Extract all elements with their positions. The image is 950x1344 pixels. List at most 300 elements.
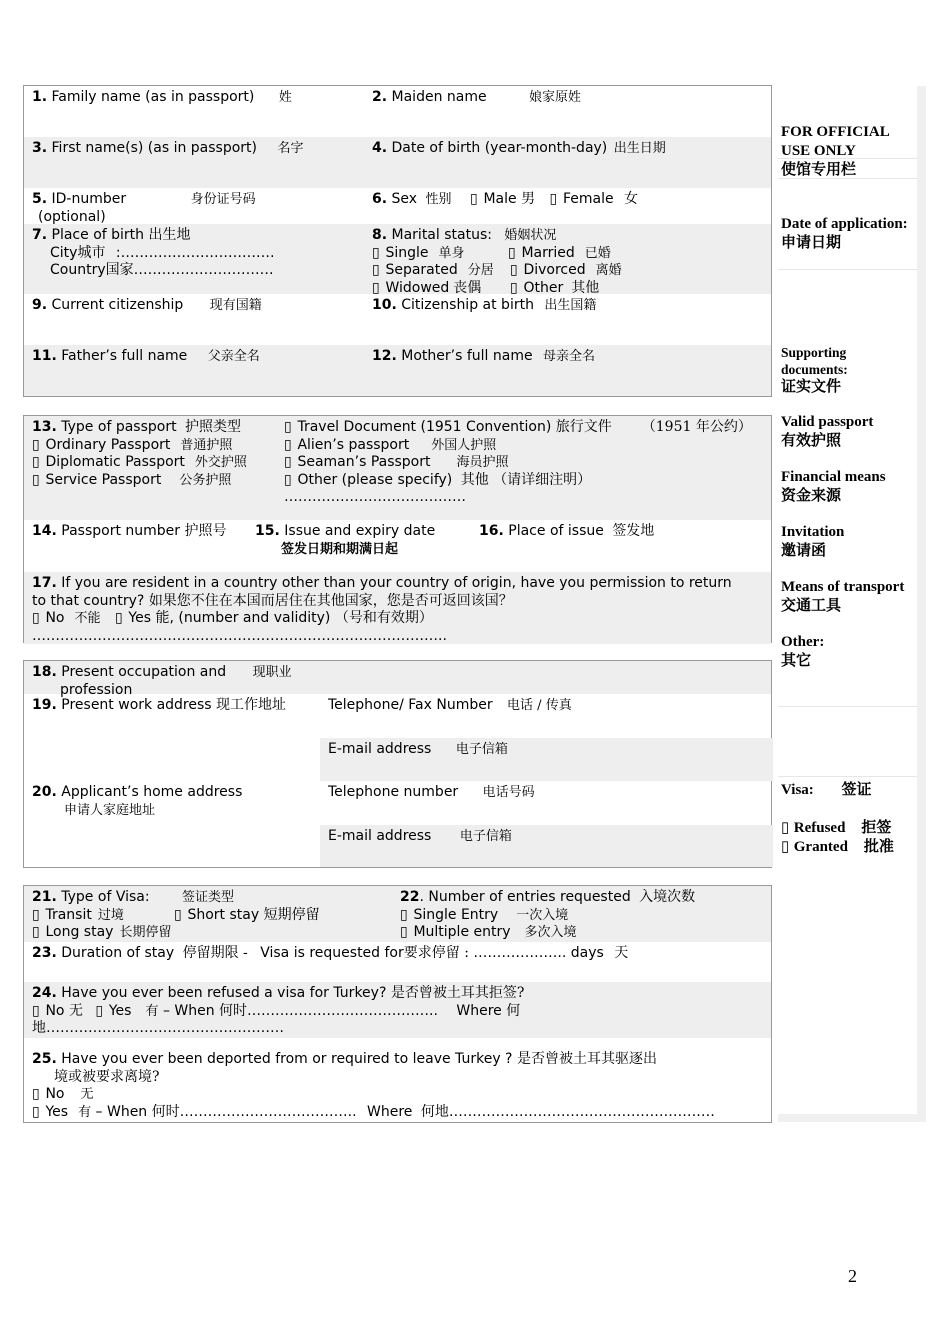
row-6 [24, 345, 771, 396]
q9-number: 9. [32, 297, 48, 313]
service-option[interactable] [32, 472, 231, 488]
service-cn: 公务护照 [179, 472, 232, 488]
q4-label: Date of birth (year-month-day) [391, 140, 608, 156]
widowed-label: Widowed [385, 279, 450, 296]
official-use-inner [778, 86, 917, 1114]
passport-section [23, 415, 772, 643]
other-docs-label: Other: [781, 634, 825, 650]
valid-passport-label: Valid passport [781, 414, 874, 430]
alien-option[interactable] [284, 437, 496, 453]
home-email-label: E-mail address [328, 828, 432, 844]
married-checkbox[interactable]: ▯ [508, 244, 516, 261]
valid-passport-cn: 有效护照 [781, 433, 842, 449]
divider [778, 706, 917, 707]
q17-no-cn: 不能 [74, 611, 101, 626]
refused-checkbox[interactable]: ▯ [781, 820, 790, 836]
long-stay-cn: 长期停留 [119, 925, 172, 940]
sex-field [364, 188, 773, 224]
divorced-option[interactable] [510, 262, 622, 278]
q24-when-cn: 何时 [219, 1002, 248, 1019]
refused-cn: 拒签 [861, 820, 892, 836]
other-documents [781, 633, 824, 671]
work-phone-cn: 电话 / 传真 [507, 698, 572, 713]
diplomatic-label: Diplomatic Passport [45, 454, 185, 470]
q16-number: 16. [479, 523, 504, 539]
short-stay-checkbox[interactable]: ▯ [174, 906, 182, 923]
q6-label: Sex [391, 191, 418, 207]
invitation-cn: 邀请函 [781, 543, 827, 559]
multiple-entry-cn: 多次入境 [524, 925, 577, 940]
female-option[interactable] [550, 191, 639, 207]
maiden-name-field[interactable] [364, 86, 773, 137]
city-label: City [50, 244, 78, 261]
q24-no-option[interactable] [32, 1003, 83, 1019]
residence-permission-row [24, 572, 771, 644]
single-entry-option[interactable] [400, 907, 568, 923]
granted-checkbox[interactable]: ▯ [781, 839, 790, 855]
refused-option[interactable] [781, 820, 891, 836]
granted-cn: 批准 [863, 839, 894, 855]
q10-label: Citizenship at birth [401, 297, 534, 313]
q25-no-option[interactable] [32, 1086, 94, 1102]
official-title-cn: 使馆专用栏 [781, 162, 857, 178]
place-of-issue-field[interactable] [471, 520, 773, 572]
divorced-label: Divorced [523, 262, 586, 278]
occupation-field[interactable] [24, 661, 773, 698]
q15-number: 15. [255, 523, 280, 539]
alien-checkbox[interactable]: ▯ [284, 436, 292, 453]
other-passport-option[interactable] [284, 472, 591, 488]
q23-text: Visa is requested for [260, 945, 404, 961]
q17-label2: to that country? [32, 592, 145, 609]
q25-where-cn: 何地 [420, 1103, 449, 1120]
official-title-line2: USE ONLY [781, 143, 856, 159]
q24-where-label: Where [456, 1002, 502, 1019]
q23-days-cn: 天 [614, 945, 629, 961]
mother-name-field[interactable] [364, 345, 773, 396]
service-checkbox[interactable]: ▯ [32, 471, 40, 488]
transit-option[interactable] [32, 907, 174, 925]
single-option[interactable] [372, 245, 508, 263]
q6-cn: 性别 [425, 192, 452, 207]
single-entry-checkbox[interactable]: ▯ [400, 906, 408, 923]
q23-number: 23. [32, 945, 57, 961]
financial-means-cn: 资金来源 [781, 488, 842, 504]
female-label: Female [562, 191, 614, 207]
financial-means [781, 468, 886, 506]
work-phone-label: Telephone/ Fax Number [328, 697, 493, 713]
q7-number: 7. [32, 227, 48, 243]
single-cn: 单身 [438, 245, 465, 261]
other-passport-dots: ………………………………… [284, 489, 466, 505]
other-status-checkbox[interactable]: ▯ [510, 279, 518, 296]
q25-yes-option[interactable] [32, 1104, 91, 1120]
separated-option[interactable] [372, 262, 510, 280]
q14-number: 14. [32, 523, 57, 539]
q24-yes-label: Yes [108, 1002, 132, 1019]
q24-where-cn: 何 [506, 1002, 521, 1019]
q8-cn: 婚姻状况 [504, 228, 557, 243]
marital-status-field [364, 224, 773, 294]
q7-label: Place of birth [51, 227, 145, 243]
q25-no-checkbox[interactable]: ▯ [32, 1086, 40, 1102]
divider [778, 776, 917, 777]
work-email-cn: 电子信箱 [455, 742, 508, 757]
q1-cn: 姓 [278, 90, 292, 105]
q16-label: Place of issue [508, 523, 604, 539]
entries-field [392, 886, 773, 942]
q25-number: 25. [32, 1051, 57, 1067]
valid-passport [781, 413, 873, 451]
q3-label: First name(s) (as in passport) [51, 140, 258, 156]
q13-label: Type of passport [61, 419, 177, 435]
q24-yes-cn: 有 [145, 1003, 159, 1019]
female-checkbox[interactable]: ▯ [549, 191, 558, 207]
q19-label: Present work address [61, 697, 212, 713]
row-4 [24, 224, 771, 294]
q19-cn: 现工作地址 [216, 697, 287, 713]
divider [778, 269, 917, 270]
granted-option[interactable] [781, 839, 894, 855]
q23-dots: ……………….. days [473, 945, 604, 961]
married-option[interactable] [508, 245, 611, 261]
home-phone-cn: 电话号码 [482, 785, 535, 800]
country-cn: 国家 [105, 262, 134, 278]
q25-when-label: – When [95, 1103, 148, 1120]
country-dots: ………………………… [133, 262, 274, 278]
widowed-cn: 丧偶 [453, 279, 482, 296]
q5-number: 5. [32, 191, 48, 207]
supporting-documents [781, 344, 848, 396]
visa-cn: 签证 [841, 782, 872, 798]
q20-label: Applicant’s home address [61, 784, 243, 800]
refused-row [24, 982, 771, 1038]
q17-cn: 如果您不住在本国而居住在其他国家，您是否可返回该国？ [148, 592, 513, 609]
q25-yes-cn: 有 [78, 1104, 92, 1120]
issue-expiry-field[interactable] [247, 520, 469, 572]
city-dots: :…………………………… [115, 244, 275, 261]
long-stay-checkbox[interactable]: ▯ [32, 924, 40, 940]
home-email-cn: 电子信箱 [459, 829, 512, 844]
q4-cn: 出生日期 [613, 141, 666, 156]
other-status-cn: 其他 [571, 279, 600, 296]
diplomatic-option[interactable] [32, 454, 247, 470]
q20-cn: 申请人家庭地址 [64, 802, 156, 818]
passport-number-row [24, 520, 771, 572]
transit-label: Transit [45, 906, 92, 923]
multiple-entry-checkbox[interactable]: ▯ [400, 924, 408, 940]
q25-yes-checkbox[interactable]: ▯ [32, 1103, 40, 1120]
transit-checkbox[interactable]: ▯ [32, 906, 40, 923]
q6-number: 6. [372, 191, 388, 207]
q1-label: Family name (as in passport) [51, 89, 255, 105]
row-5 [24, 294, 771, 345]
single-entry-cn: 一次入境 [516, 907, 569, 923]
q11-number: 11. [32, 348, 57, 364]
work-address-field[interactable] [24, 694, 320, 781]
current-citizenship-field[interactable] [24, 294, 364, 345]
q23-cn: 停留期限 - [182, 945, 248, 961]
q18-number: 18. [32, 664, 57, 680]
q17-number: 17. [32, 575, 57, 591]
service-label: Service Passport [45, 471, 162, 488]
means-of-transport [781, 578, 904, 616]
q3-number: 3. [32, 140, 48, 156]
q22-label: . Number of entries requested [419, 889, 631, 905]
q17-yes-label: Yes [128, 610, 152, 626]
q21-label: Type of Visa: [61, 889, 150, 905]
date-of-application-cn: 申请日期 [781, 235, 842, 251]
q8-label: Marital status: [391, 227, 492, 243]
first-name-field[interactable] [24, 137, 364, 188]
q21-cn: 签证类型 [182, 890, 235, 905]
deported-field [24, 1038, 773, 1124]
q2-number: 2. [372, 89, 388, 105]
multiple-entry-option[interactable] [400, 924, 577, 940]
home-phone-field[interactable] [320, 781, 773, 825]
male-cn: 男 [521, 191, 536, 207]
married-label: Married [521, 244, 575, 261]
q16-cn: 签发地 [612, 523, 655, 539]
q25-cn2: 境或被要求离境? [54, 1068, 160, 1085]
ordinary-label: Ordinary Passport [45, 436, 171, 453]
id-number-field[interactable] [24, 188, 364, 224]
q25-when-cn: 何时 [151, 1103, 180, 1120]
male-option[interactable] [470, 191, 535, 207]
long-stay-label: Long stay [45, 924, 114, 940]
occupation-row [24, 661, 771, 698]
single-label: Single [385, 244, 429, 261]
citizenship-at-birth-field[interactable] [364, 294, 773, 345]
q8-number: 8. [372, 227, 388, 243]
q24-when-dots: ………………………………….. [247, 1002, 438, 1019]
ordinary-option[interactable] [32, 437, 232, 453]
visa-label: Visa: [781, 782, 814, 798]
q10-number: 10. [372, 297, 397, 313]
other-passport-cn: 其他 （请详细注明） [460, 471, 592, 488]
passport-type-right [276, 416, 773, 520]
married-cn: 已婚 [584, 245, 611, 261]
q22-cn: 入境次数 [639, 889, 696, 905]
supporting-line2: documents: [781, 362, 848, 377]
travel-doc-checkbox[interactable]: ▯ [284, 419, 292, 435]
official-title-line1: FOR OFFICIAL [781, 124, 890, 140]
visa-decision [781, 781, 872, 800]
other-status-label: Other [523, 279, 564, 296]
country-label: Country [50, 262, 106, 278]
male-label: Male [483, 191, 517, 207]
seaman-checkbox[interactable]: ▯ [284, 454, 292, 470]
diplomatic-cn: 外交护照 [194, 455, 247, 470]
q2-cn: 娘家原姓 [529, 90, 582, 105]
granted-label: Granted [793, 839, 848, 855]
invitation [781, 523, 844, 561]
q17-yes-cn: （号和有效期） [334, 610, 433, 626]
multiple-entry-label: Multiple entry [413, 924, 511, 940]
other-passport-label: Other (please specify) [297, 471, 453, 488]
visa-type-field [24, 886, 392, 942]
divorced-checkbox[interactable]: ▯ [510, 262, 518, 278]
q24-when-label: – When [162, 1002, 215, 1019]
q1-number: 1. [32, 89, 48, 105]
q25-no-label: No [45, 1086, 65, 1102]
q7-cn: 出生地 [148, 227, 191, 243]
q24-yes-checkbox[interactable]: ▯ [95, 1002, 104, 1019]
q13-cn: 护照类型 [185, 419, 242, 435]
single-checkbox[interactable]: ▯ [372, 244, 380, 261]
q25-when-dots: ……………………………….. [179, 1103, 357, 1120]
q14-label: Passport number [61, 523, 181, 539]
seaman-option[interactable] [284, 454, 509, 470]
q12-label: Mother’s full name [401, 348, 533, 364]
page-number: 2 [848, 1266, 857, 1286]
female-cn: 女 [624, 191, 639, 207]
q10-cn: 出生国籍 [544, 298, 597, 313]
q25-where-dots: ………………………………………………… [448, 1103, 715, 1120]
ordinary-checkbox[interactable]: ▯ [32, 436, 40, 453]
supporting-line1: Supporting [781, 345, 847, 360]
q14-cn: 护照号 [184, 523, 227, 539]
passport-type-left [24, 416, 276, 520]
q24-cn: 是否曾被土耳其拒签? [390, 985, 525, 1001]
travel-doc-cn: 旅行文件 [555, 419, 612, 435]
official-title [781, 123, 890, 180]
visa-section [23, 885, 772, 1123]
travel-doc-cn2: （1951 年公约） [641, 419, 752, 435]
q11-cn: 父亲全名 [207, 349, 260, 364]
travel-doc-label: Travel Document (1951 Convention) [297, 419, 552, 435]
q21-number: 21. [32, 889, 57, 905]
q15-cn: 签发日期和期满日起 [281, 541, 399, 557]
ordinary-cn: 普通护照 [180, 437, 233, 453]
q17-yes-option[interactable] [115, 610, 330, 626]
q24-number: 24. [32, 985, 57, 1001]
supporting-cn: 证实文件 [781, 379, 842, 395]
short-stay-option[interactable] [174, 907, 320, 923]
divorced-cn: 离婚 [595, 263, 622, 278]
q24-yes-option[interactable] [95, 1003, 158, 1019]
q24-no-checkbox[interactable]: ▯ [32, 1002, 40, 1019]
short-stay-cn: 短期停留 [263, 906, 320, 923]
occupation-section [23, 660, 772, 868]
alien-cn: 外国人护照 [431, 437, 497, 453]
duration-row [24, 942, 771, 982]
passport-number-field[interactable] [24, 520, 244, 572]
q9-label: Current citizenship [51, 297, 184, 313]
q24-where-cn2: 地 [32, 1020, 46, 1036]
q25-yes-label: Yes [45, 1103, 69, 1120]
father-name-field[interactable] [24, 345, 364, 396]
separated-label: Separated [385, 262, 458, 278]
q18-label: Present occupation and [61, 664, 227, 680]
q22-number: 22 [400, 889, 420, 905]
q24-where-dots: …………………………………………… [46, 1020, 284, 1036]
q17-no-label: No [45, 610, 65, 626]
q25-cn: 是否曾被土耳其驱逐出 [516, 1051, 657, 1067]
q15-label: Issue and expiry date [284, 523, 436, 539]
row-1 [24, 86, 771, 137]
q20-number: 20. [32, 784, 57, 800]
q19-number: 19. [32, 697, 57, 713]
family-name-field[interactable] [24, 86, 364, 137]
q17-yes-text: 能, (number and validity) [155, 610, 331, 626]
financial-means-label: Financial means [781, 469, 886, 485]
male-checkbox[interactable]: ▯ [469, 191, 478, 207]
q18-label2: profession [60, 681, 133, 698]
visa-outcome [781, 819, 894, 857]
q23-label: Duration of stay [61, 945, 175, 961]
diplomatic-checkbox[interactable]: ▯ [32, 454, 40, 470]
residence-permission-field [24, 572, 773, 644]
q12-cn: 母亲全名 [543, 349, 596, 364]
refused-label: Refused [793, 820, 846, 836]
separated-cn: 分居 [467, 263, 494, 278]
transit-cn: 过境 [97, 907, 124, 923]
q17-label: If you are resident in a country other than your country of origin, have you permission to return [61, 575, 732, 591]
q5-optional: (optional) [38, 208, 106, 225]
q18-cn: 现职业 [252, 665, 292, 680]
separated-checkbox[interactable]: ▯ [372, 262, 380, 278]
q2-label: Maiden name [391, 89, 487, 105]
date-of-birth-field[interactable] [364, 137, 773, 188]
home-phone-label: Telephone number [328, 784, 459, 800]
q23-cn2: 要求停留 : [403, 945, 469, 961]
visa-type-row [24, 886, 771, 942]
place-of-birth-field[interactable] [24, 224, 364, 294]
q17-no-option[interactable] [32, 610, 101, 626]
q17-yes-checkbox[interactable]: ▯ [114, 610, 123, 626]
travel-doc-option[interactable] [284, 419, 612, 435]
seaman-cn: 海员护照 [456, 455, 509, 470]
q4-number: 4. [372, 140, 388, 156]
personal-details-section [23, 85, 772, 397]
official-use-panel [778, 86, 926, 1122]
transport-label: Means of transport [781, 579, 905, 595]
q24-label: Have you ever been refused a visa for Turkey? [61, 985, 387, 1001]
widowed-checkbox[interactable]: ▯ [372, 279, 380, 296]
home-address-field[interactable] [24, 781, 320, 869]
passport-type-row [24, 416, 771, 520]
q25-no-cn: 无 [80, 1087, 94, 1102]
work-phone-field[interactable] [320, 694, 773, 738]
deported-row [24, 1038, 771, 1124]
transport-cn: 交通工具 [781, 598, 842, 614]
q17-no-checkbox[interactable]: ▯ [32, 610, 40, 626]
duration-field[interactable] [24, 942, 773, 982]
q17-dots: …………………………………………………………………………….. [32, 627, 447, 644]
row-2 [24, 137, 771, 188]
q11-label: Father’s full name [61, 348, 188, 364]
q13-number: 13. [32, 419, 57, 435]
city-cn: 城市 [77, 244, 106, 261]
other-docs-cn: 其它 [781, 653, 812, 669]
long-stay-option[interactable] [32, 924, 171, 940]
alien-label: Alien’s passport [297, 436, 410, 453]
invitation-label: Invitation [781, 524, 845, 540]
other-passport-checkbox[interactable]: ▯ [284, 471, 292, 488]
q24-no-cn: 无 [68, 1002, 83, 1019]
row-3 [24, 188, 771, 224]
q24-no-label: No [45, 1002, 65, 1019]
q5-label: ID-number [51, 191, 127, 207]
work-email-field[interactable] [320, 738, 773, 781]
date-of-application [781, 215, 908, 253]
home-email-field[interactable] [320, 825, 773, 867]
refused-field [24, 982, 773, 1038]
q25-label: Have you ever been deported from or required to leave Turkey ? [61, 1051, 513, 1067]
q9-cn: 现有国籍 [209, 298, 262, 313]
q25-where-label: Where [367, 1103, 413, 1120]
